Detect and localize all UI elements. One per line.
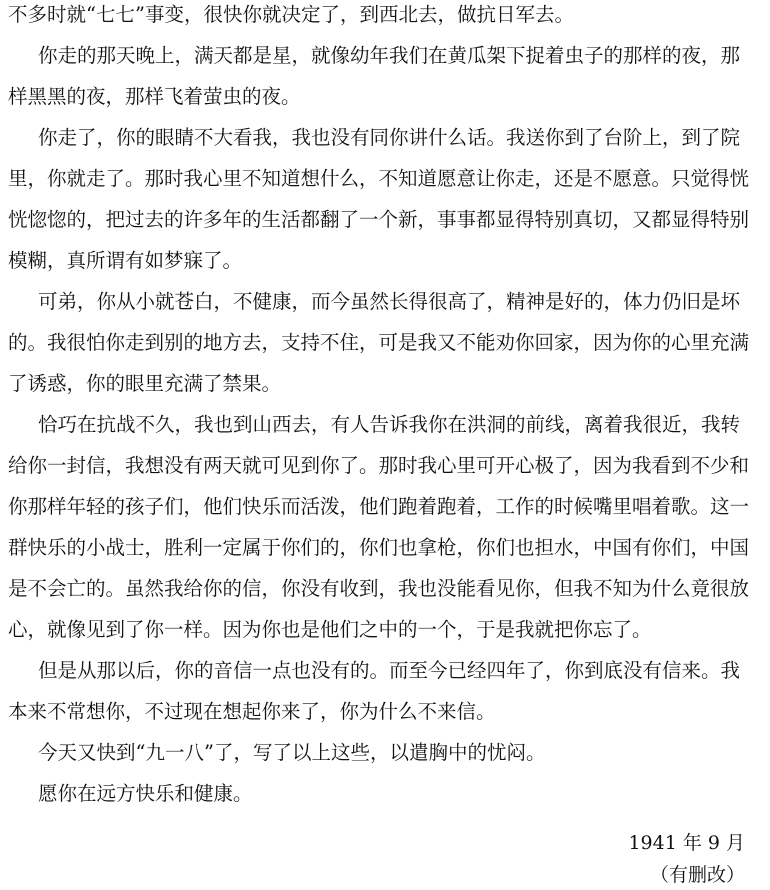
text-line: 是不会亡的。虽然我给你的信，你没有收到，我也没能看见你，但我不知为什么竟很放 (8, 577, 750, 600)
text-line: 的。我很怕你走到别的地方去，支持不住，可是我又不能劝你回家，因为你的心里充满 (8, 331, 750, 354)
text-line: 里，你就走了。那时我心里不知道想什么，不知道愿意让你走，还是不愿意。只觉得恍 (8, 167, 750, 190)
text-line: 心，就像见到了你一样。因为你也是他们之中的一个，于是我就把你忘了。 (8, 618, 652, 641)
text-line: 恍惚惚的，把过去的许多年的生活都翻了一个新，事事都显得特别真切，又都显得特别 (8, 208, 750, 231)
text-line: 不多时就“七七”事变，很快你就决定了，到西北去，做抗日军去。 (8, 3, 574, 26)
text-line: 愿你在远方快乐和健康。 (38, 782, 253, 805)
text-line: 你走的那天晚上，满天都是星，就像幼年我们在黄瓜架下捉着虫子的那样的夜，那 (38, 44, 741, 67)
text-line: 了诱惑，你的眼里充满了禁果。 (8, 372, 282, 395)
text-line: 恰巧在抗战不久，我也到山西去，有人告诉我你在洪洞的前线，离着我很近，我转 (38, 413, 741, 436)
text-line: 你那样年轻的孩子们，他们快乐而活泼，他们跑着跑着，工作的时候嘴里唱着歌。这一 (8, 495, 750, 518)
text-line: 本来不常想你，不过现在想起你来了，你为什么不来信。 (8, 700, 496, 723)
text-line: 今天又快到“九一八”了，写了以上这些，以遣胸中的忧闷。 (38, 741, 546, 764)
text-line: 但是从那以后，你的音信一点也没有的。而至今已经四年了，你到底没有信来。我 (38, 659, 741, 682)
text-line: 你走了，你的眼睛不大看我，我也没有同你讲什么话。我送你到了台阶上，到了院 (38, 126, 741, 149)
text-line: 群快乐的小战士，胜利一定属于你们的，你们也拿枪，你们也担水，中国有你们，中国 (8, 536, 750, 559)
edit-note: （有删改） (649, 864, 745, 886)
text-line: 模糊，真所谓有如梦寐了。 (8, 249, 243, 272)
text-line: 样黑黑的夜，那样飞着萤虫的夜。 (8, 85, 301, 108)
text-line: 给你一封信，我想没有两天就可见到你了。那时我心里可开心极了，因为我看到不少和 (8, 454, 750, 477)
date-line: 1941 年 9 月 (628, 832, 745, 854)
text-line: 可弟，你从小就苍白，不健康，而今虽然长得很高了，精神是好的，体力仍旧是坏 (38, 290, 741, 313)
